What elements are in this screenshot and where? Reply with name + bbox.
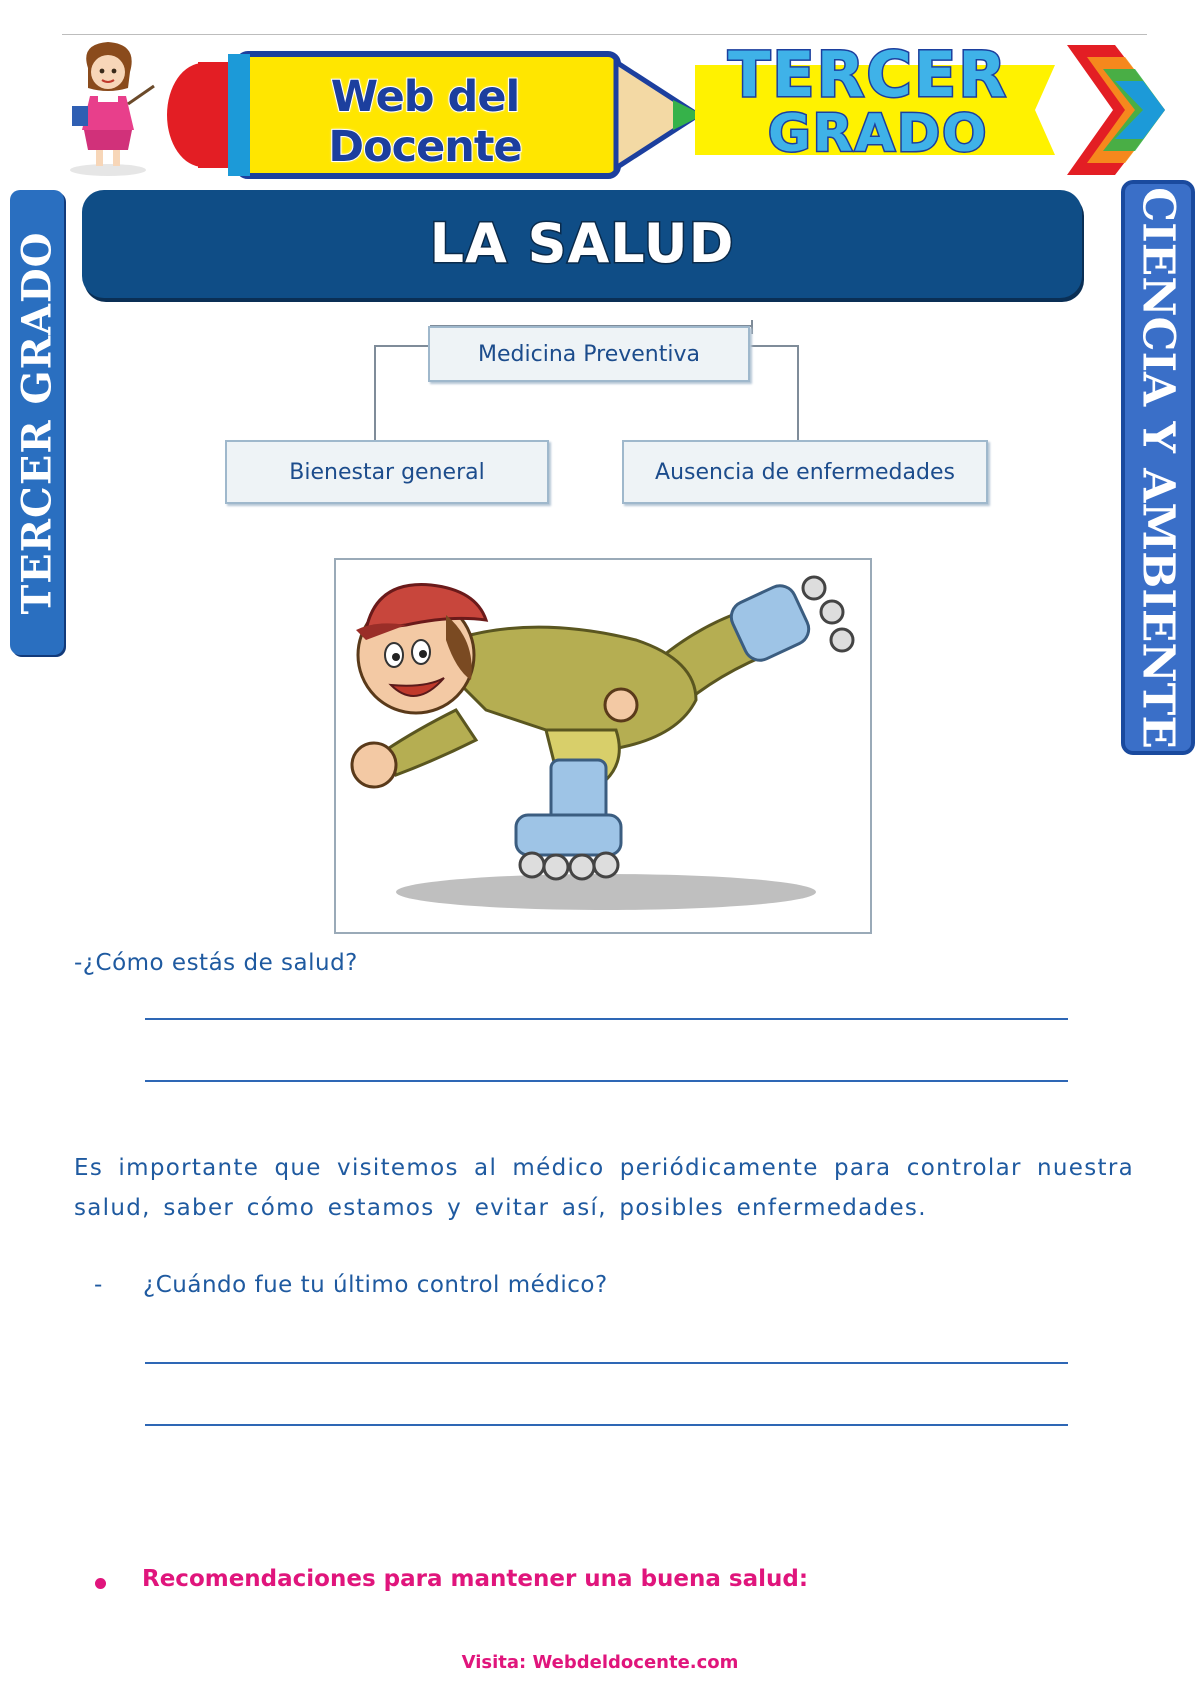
concept-map-connectors [0, 0, 1200, 520]
answer-line-3 [145, 1362, 1068, 1364]
info-paragraph: Es importante que visitemos al médico periódicamente para controlar nuestra salud, saber cómo estamos y evitar así, posibles enfermedades. [74, 1155, 1134, 1221]
grade-line-2: GRADO [768, 104, 989, 164]
boy-roller-skating-icon [336, 560, 870, 932]
question-last-checkup: ¿Cuándo fue tu último control médico? [143, 1272, 608, 1298]
concept-child-absence-of-disease: Ausencia de enfermedades [622, 440, 988, 504]
question-dash: - [94, 1272, 103, 1298]
grade-line-1: TERCER [728, 38, 1008, 111]
footer-link[interactable]: Visita: Webdeldocente.com [461, 1652, 739, 1673]
concept-child-general-wellbeing: Bienestar general [225, 440, 549, 504]
answer-line-2 [145, 1080, 1068, 1082]
logo-text: Web del Docente [328, 72, 522, 172]
page-title: LA SALUD [429, 212, 735, 275]
bullet-icon [95, 1578, 106, 1589]
side-label-left-text: TERCER GRADO [13, 231, 61, 614]
side-label-right-text: CIENCIA Y AMBIENTE [1132, 186, 1184, 749]
answer-line-1 [145, 1018, 1068, 1020]
concept-root: Medicina Preventiva [428, 326, 750, 382]
illustration-frame [334, 558, 872, 934]
answer-line-4 [145, 1424, 1068, 1426]
recommendations-heading: Recomendaciones para mantener una buena salud: [142, 1566, 809, 1592]
question-health-status: -¿Cómo estás de salud? [74, 950, 358, 976]
